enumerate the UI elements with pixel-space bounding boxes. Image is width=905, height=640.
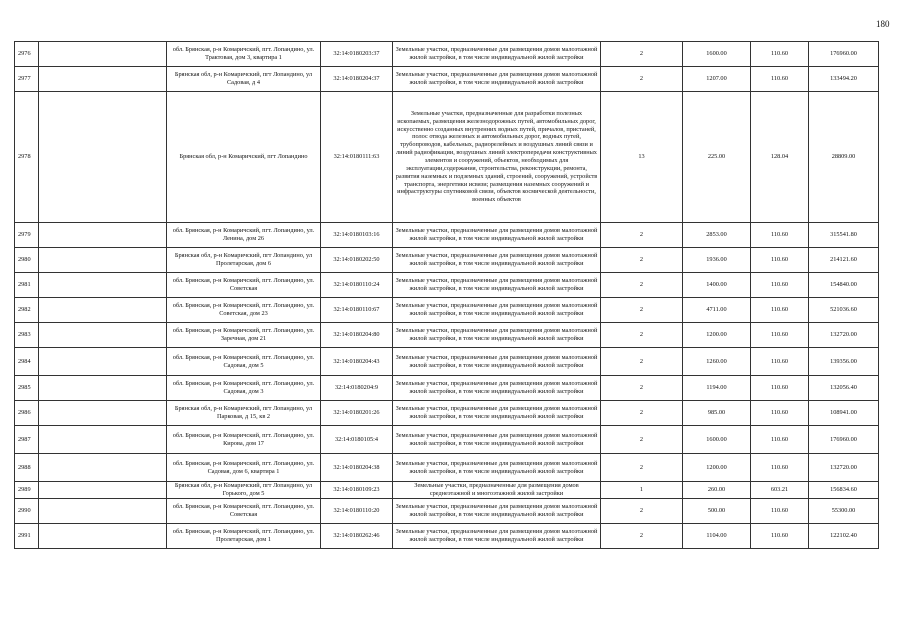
area-cell: 260.00 xyxy=(683,482,751,499)
area-cell: 1600.00 xyxy=(683,426,751,454)
table-row xyxy=(15,524,879,549)
rate-cell: 110.60 xyxy=(751,273,809,298)
area-cell: 1194.00 xyxy=(683,376,751,401)
table-row xyxy=(15,376,879,401)
empty-cell xyxy=(39,499,167,524)
cadastral-number-cell: 32:14:0180111:63 xyxy=(321,92,393,223)
area-cell: 1104.00 xyxy=(683,524,751,549)
empty-cell xyxy=(39,524,167,549)
cadastral-value-cell: 122102.40 xyxy=(809,524,879,549)
table-row xyxy=(15,248,879,273)
cadastral-number-cell: 32:14:0180202:50 xyxy=(321,248,393,273)
address-cell: обл. Брянская, р-н Комаричский, пгт. Лопандино, ул. Садовая, дом 6, квартира 1 xyxy=(167,454,321,482)
cadastral-value-cell: 176960.00 xyxy=(809,42,879,67)
row-number-cell: 2982 xyxy=(15,298,39,323)
address-cell: обл. Брянская, р-н Комаричский, пгт. Лопандино, ул. Садовая, дом 3 xyxy=(167,376,321,401)
cadastral-value-cell: 55300.00 xyxy=(809,499,879,524)
empty-cell xyxy=(39,67,167,92)
cadastral-number-cell: 32:14:0180110:24 xyxy=(321,273,393,298)
cadastral-number-cell: 32:14:0180204:37 xyxy=(321,67,393,92)
rate-cell: 110.60 xyxy=(751,298,809,323)
row-number-cell: 2983 xyxy=(15,323,39,348)
empty-cell xyxy=(39,323,167,348)
group-cell: 2 xyxy=(601,273,683,298)
address-cell: обл. Брянская, р-н Комаричский, пгт. Лопандино, ул. Ленина, дом 26 xyxy=(167,223,321,248)
rate-cell: 110.60 xyxy=(751,376,809,401)
land-use-cell: Земельные участки, предназначенные для размещения домов среднеэтажной и многоэтажной жилой застройки xyxy=(393,482,601,499)
row-number-cell: 2984 xyxy=(15,348,39,376)
land-use-cell: Земельные участки, предназначенные для размещения домов малоэтажной жилой застройки, в том числе индивидуальной жилой застройки xyxy=(393,273,601,298)
row-number-cell: 2977 xyxy=(15,67,39,92)
empty-cell xyxy=(39,42,167,67)
group-cell: 2 xyxy=(601,248,683,273)
address-cell: Брянская обл, р-н Комаричский, пгт Лопандино, ул Парковая, д 15, кв 2 xyxy=(167,401,321,426)
rate-cell: 110.60 xyxy=(751,499,809,524)
group-cell: 2 xyxy=(601,401,683,426)
cadastral-number-cell: 32:14:0180204:38 xyxy=(321,454,393,482)
cadastral-number-cell: 32:14:0180203:37 xyxy=(321,42,393,67)
land-use-cell: Земельные участки, предназначенные для размещения домов малоэтажной жилой застройки, в том числе индивидуальной жилой застройки xyxy=(393,499,601,524)
cadastral-number-cell: 32:14:0180110:20 xyxy=(321,499,393,524)
land-use-cell: Земельные участки, предназначенные для размещения домов малоэтажной жилой застройки, в том числе индивидуальной жилой застройки xyxy=(393,401,601,426)
table-row xyxy=(15,67,879,92)
group-cell: 2 xyxy=(601,42,683,67)
area-cell: 1260.00 xyxy=(683,348,751,376)
land-use-cell: Земельные участки, предназначенные для размещения домов малоэтажной жилой застройки, в том числе индивидуальной жилой застройки xyxy=(393,223,601,248)
cadastral-value-cell: 521036.60 xyxy=(809,298,879,323)
area-cell: 1400.00 xyxy=(683,273,751,298)
address-cell: обл. Брянская, р-н Комаричский, пгт. Лопандино, ул. Советская xyxy=(167,273,321,298)
area-cell: 1200.00 xyxy=(683,323,751,348)
land-use-cell: Земельные участки, предназначенные для размещения домов малоэтажной жилой застройки, в том числе индивидуальной жилой застройки xyxy=(393,454,601,482)
address-cell: обл. Брянская, р-н Комаричский, пгт. Лопандино, ул. Садовая, дом 5 xyxy=(167,348,321,376)
land-use-cell: Земельные участки, предназначенные для разработки полезных ископаемых, размещения железнодорожных путей, автомобильных дорог, искусственно созданных внутренних водных путей, причалов, пристаней, полос отвода железных и автомобильных дорог, водных путей, трубопроводов, кабельных, радиорелейных и воздушных линий связи и линий радиофикации, воздушных линий электропередачи конструктивных элементов и сооружений, объектов, необходимых для эксплуатации,содержания, строительства, реконструкции, ремонта, развития наземных и подземных зданий, строений, сооружений, устройств транспорта, энергетики исвязи; размещения наземных сооружений и инфраструктуры спутниковой связи, объектов космической деятельности, военных объектов xyxy=(393,92,601,223)
cadastral-value-cell: 133494.20 xyxy=(809,67,879,92)
table-row xyxy=(15,42,879,67)
cadastral-number-cell: 32:14:0180110:67 xyxy=(321,298,393,323)
cadastral-value-cell: 132720.00 xyxy=(809,323,879,348)
rate-cell: 603.21 xyxy=(751,482,809,499)
row-number-cell: 2979 xyxy=(15,223,39,248)
row-number-cell: 2980 xyxy=(15,248,39,273)
address-cell: обл. Брянская, р-н Комаричский, пгт. Лопандино, ул. Кирова, дом 17 xyxy=(167,426,321,454)
table-row xyxy=(15,298,879,323)
address-cell: Брянская обл, р-н Комаричский, пгт Лопандино xyxy=(167,92,321,223)
empty-cell xyxy=(39,376,167,401)
area-cell: 2853.00 xyxy=(683,223,751,248)
address-cell: обл. Брянская, р-н Комаричский, пгт. Лопандино, ул. Советская, дом 23 xyxy=(167,298,321,323)
row-number-cell: 2981 xyxy=(15,273,39,298)
area-cell: 4711.00 xyxy=(683,298,751,323)
row-number-cell: 2986 xyxy=(15,401,39,426)
rate-cell: 110.60 xyxy=(751,67,809,92)
cadastral-value-cell: 156834.60 xyxy=(809,482,879,499)
table-row xyxy=(15,482,879,499)
row-number-cell: 2985 xyxy=(15,376,39,401)
land-use-cell: Земельные участки, предназначенные для размещения домов малоэтажной жилой застройки, в том числе индивидуальной жилой застройки xyxy=(393,67,601,92)
area-cell: 1936.00 xyxy=(683,248,751,273)
empty-cell xyxy=(39,426,167,454)
land-use-cell: Земельные участки, предназначенные для размещения домов малоэтажной жилой застройки, в том числе индивидуальной жилой застройки xyxy=(393,42,601,67)
area-cell: 500.00 xyxy=(683,499,751,524)
rate-cell: 110.60 xyxy=(751,323,809,348)
area-cell: 1600.00 xyxy=(683,42,751,67)
group-cell: 2 xyxy=(601,348,683,376)
empty-cell xyxy=(39,273,167,298)
land-use-cell: Земельные участки, предназначенные для размещения домов малоэтажной жилой застройки, в том числе индивидуальной жилой застройки xyxy=(393,376,601,401)
cadastral-number-cell: 32:14:0180204:9 xyxy=(321,376,393,401)
cadastral-value-cell: 132056.40 xyxy=(809,376,879,401)
cadastral-number-cell: 32:14:0180201:26 xyxy=(321,401,393,426)
address-cell: обл. Брянская, р-н Комаричский, пгт. Лопандино, ул. Пролетарская, дом 1 xyxy=(167,524,321,549)
row-number-cell: 2976 xyxy=(15,42,39,67)
row-number-cell: 2978 xyxy=(15,92,39,223)
cadastral-value-cell: 108941.00 xyxy=(809,401,879,426)
row-number-cell: 2990 xyxy=(15,499,39,524)
cadastral-value-cell: 139356.00 xyxy=(809,348,879,376)
row-number-cell: 2987 xyxy=(15,426,39,454)
address-cell: Брянская обл, р-н Комаричский, пгт Лопандино, ул Пролетарская, дом 6 xyxy=(167,248,321,273)
empty-cell xyxy=(39,92,167,223)
cadastral-number-cell: 32:14:0180103:16 xyxy=(321,223,393,248)
cadastral-number-cell: 32:14:0180109:23 xyxy=(321,482,393,499)
rate-cell: 110.60 xyxy=(751,248,809,273)
empty-cell xyxy=(39,223,167,248)
rate-cell: 110.60 xyxy=(751,348,809,376)
cadastral-value-cell: 154840.00 xyxy=(809,273,879,298)
table-row xyxy=(15,273,879,298)
address-cell: Брянская обл, р-н Комаричский, пгт Лопандино, ул Горького, дом 5 xyxy=(167,482,321,499)
rate-cell: 128.04 xyxy=(751,92,809,223)
area-cell: 985.00 xyxy=(683,401,751,426)
table-row xyxy=(15,499,879,524)
cadastral-value-cell: 214121.60 xyxy=(809,248,879,273)
group-cell: 2 xyxy=(601,376,683,401)
land-use-cell: Земельные участки, предназначенные для размещения домов малоэтажной жилой застройки, в том числе индивидуальной жилой застройки xyxy=(393,426,601,454)
rate-cell: 110.60 xyxy=(751,426,809,454)
cadastral-value-cell: 176960.00 xyxy=(809,426,879,454)
empty-cell xyxy=(39,454,167,482)
land-use-cell: Земельные участки, предназначенные для размещения домов малоэтажной жилой застройки, в том числе индивидуальной жилой застройки xyxy=(393,298,601,323)
land-use-cell: Земельные участки, предназначенные для размещения домов малоэтажной жилой застройки, в том числе индивидуальной жилой застройки xyxy=(393,248,601,273)
rate-cell: 110.60 xyxy=(751,454,809,482)
empty-cell xyxy=(39,482,167,499)
area-cell: 1207.00 xyxy=(683,67,751,92)
cadastral-number-cell: 32:14:0180105:4 xyxy=(321,426,393,454)
area-cell: 1200.00 xyxy=(683,454,751,482)
table-row xyxy=(15,223,879,248)
land-use-cell: Земельные участки, предназначенные для размещения домов малоэтажной жилой застройки, в том числе индивидуальной жилой застройки xyxy=(393,348,601,376)
cadastral-value-cell: 315541.80 xyxy=(809,223,879,248)
cadastral-number-cell: 32:14:0180262:46 xyxy=(321,524,393,549)
empty-cell xyxy=(39,298,167,323)
group-cell: 2 xyxy=(601,223,683,248)
group-cell: 2 xyxy=(601,454,683,482)
table-row xyxy=(15,401,879,426)
group-cell: 2 xyxy=(601,67,683,92)
group-cell: 1 xyxy=(601,482,683,499)
row-number-cell: 2988 xyxy=(15,454,39,482)
table-row xyxy=(15,454,879,482)
group-cell: 2 xyxy=(601,499,683,524)
group-cell: 13 xyxy=(601,92,683,223)
empty-cell xyxy=(39,348,167,376)
group-cell: 2 xyxy=(601,298,683,323)
rate-cell: 110.60 xyxy=(751,401,809,426)
group-cell: 2 xyxy=(601,323,683,348)
rate-cell: 110.60 xyxy=(751,42,809,67)
row-number-cell: 2991 xyxy=(15,524,39,549)
rate-cell: 110.60 xyxy=(751,223,809,248)
address-cell: обл. Брянская, р-н Комаричский, пгт. Лопандино, ул. Заречная, дом 21 xyxy=(167,323,321,348)
table-row xyxy=(15,92,879,223)
page-number: 180 xyxy=(876,19,890,29)
rate-cell: 110.60 xyxy=(751,524,809,549)
row-number-cell: 2989 xyxy=(15,482,39,499)
land-use-cell: Земельные участки, предназначенные для размещения домов малоэтажной жилой застройки, в том числе индивидуальной жилой застройки xyxy=(393,323,601,348)
land-use-cell: Земельные участки, предназначенные для размещения домов малоэтажной жилой застройки, в том числе индивидуальной жилой застройки xyxy=(393,524,601,549)
cadastral-number-cell: 32:14:0180204:43 xyxy=(321,348,393,376)
group-cell: 2 xyxy=(601,524,683,549)
table-row xyxy=(15,426,879,454)
empty-cell xyxy=(39,401,167,426)
area-cell: 225.00 xyxy=(683,92,751,223)
group-cell: 2 xyxy=(601,426,683,454)
table-row xyxy=(15,348,879,376)
address-cell: обл. Брянская, р-н Комаричский, пгт. Лопандино, ул. Трактовая, дом 3, квартира 1 xyxy=(167,42,321,67)
cadastral-table xyxy=(14,41,879,549)
address-cell: обл. Брянская, р-н Комаричский, пгт. Лопандино, ул. Советская xyxy=(167,499,321,524)
address-cell: Брянская обл, р-н Комаричский, пгт Лопандино, ул Садовая, д 4 xyxy=(167,67,321,92)
cadastral-value-cell: 28809.00 xyxy=(809,92,879,223)
cadastral-value-cell: 132720.00 xyxy=(809,454,879,482)
empty-cell xyxy=(39,248,167,273)
table-row xyxy=(15,323,879,348)
cadastral-number-cell: 32:14:0180204:80 xyxy=(321,323,393,348)
